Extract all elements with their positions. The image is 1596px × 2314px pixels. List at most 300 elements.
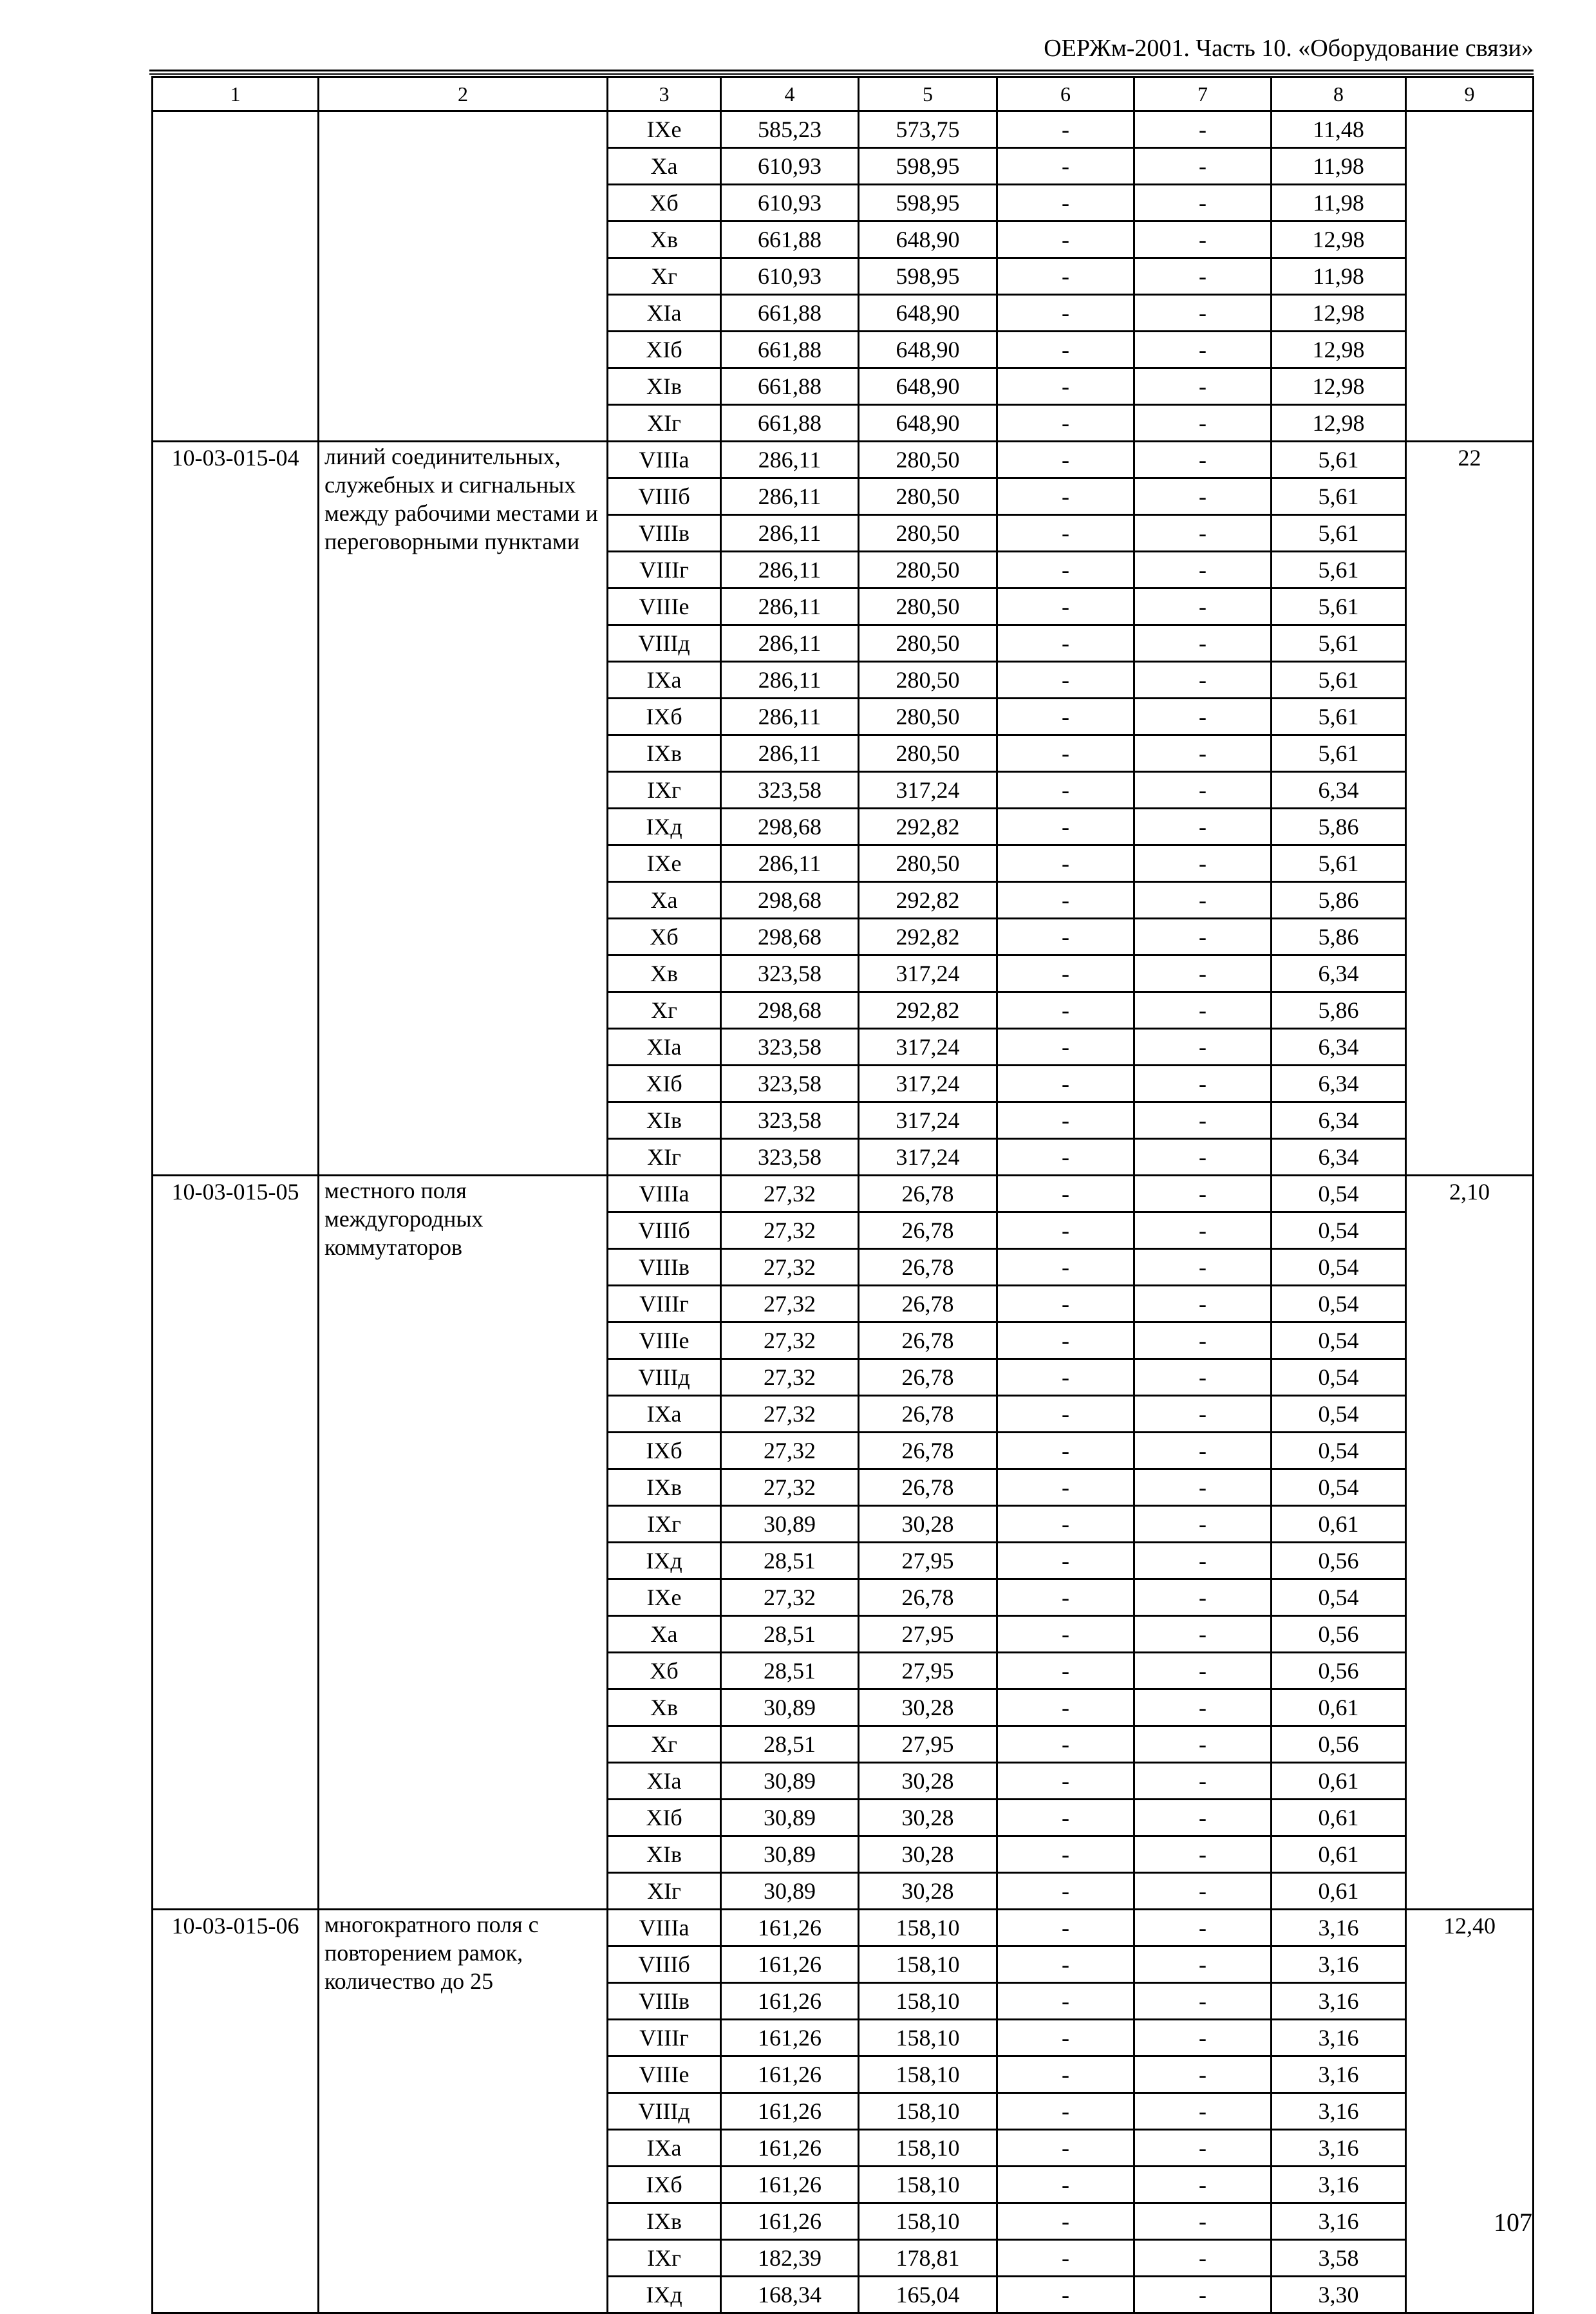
table-cell: 165,04: [859, 2277, 997, 2313]
table-cell: 573,75: [859, 111, 997, 148]
table-cell: Xв: [608, 221, 721, 258]
table-cell: 323,58: [721, 1139, 859, 1176]
table-cell: 585,23: [721, 111, 859, 148]
table-cell: 27,32: [721, 1286, 859, 1322]
table-cell: XIв: [608, 1836, 721, 1873]
table-cell: 11,98: [1272, 185, 1406, 221]
table-cell: 3,16: [1272, 2167, 1406, 2203]
table-cell: -: [1134, 1836, 1272, 1873]
table-cell: -: [1134, 258, 1272, 295]
table-cell: -: [997, 515, 1134, 552]
table-cell: 286,11: [721, 588, 859, 625]
table-cell: -: [997, 1102, 1134, 1139]
table-cell: -: [1134, 1139, 1272, 1176]
table-cell: XIб: [608, 1066, 721, 1102]
table-cell: -: [1134, 1066, 1272, 1102]
table-cell: Xa: [608, 1616, 721, 1653]
table-cell: 280,50: [859, 515, 997, 552]
table-cell: -: [997, 258, 1134, 295]
table-cell: 26,78: [859, 1286, 997, 1322]
table-cell: 161,26: [721, 2093, 859, 2130]
table-cell: 30,89: [721, 1800, 859, 1836]
rates-table: [151, 76, 1534, 2314]
table-cell: -: [997, 625, 1134, 662]
table-cell: -: [1134, 1579, 1272, 1616]
table-cell: 280,50: [859, 845, 997, 882]
table-cell: -: [997, 1469, 1134, 1506]
table-cell: -: [997, 1946, 1134, 1983]
table-cell: 27,95: [859, 1616, 997, 1653]
rate-code: [153, 111, 319, 442]
table-cell: VIIIб: [608, 1212, 721, 1249]
table-cell: 3,16: [1272, 2130, 1406, 2167]
table-cell: 27,32: [721, 1469, 859, 1506]
table-cell: 286,11: [721, 699, 859, 735]
table-cell: -: [1134, 699, 1272, 735]
table-cell: -: [1134, 919, 1272, 955]
table-cell: 323,58: [721, 1029, 859, 1066]
table-cell: -: [1134, 992, 1272, 1029]
table-cell: -: [1134, 1469, 1272, 1506]
table-cell: Xв: [608, 955, 721, 992]
table-cell: IXa: [608, 1396, 721, 1433]
table-cell: 3,16: [1272, 2020, 1406, 2056]
table-cell: -: [997, 1983, 1134, 2020]
table-cell: 0,54: [1272, 1212, 1406, 1249]
table-cell: IXд: [608, 2277, 721, 2313]
table-cell: 5,61: [1272, 442, 1406, 478]
table-cell: 3,58: [1272, 2240, 1406, 2277]
table-cell: -: [997, 809, 1134, 845]
table-cell: 0,54: [1272, 1396, 1406, 1433]
table-cell: XIг: [608, 1139, 721, 1176]
table-cell: VIIIa: [608, 1176, 721, 1212]
table-cell: -: [1134, 368, 1272, 405]
table-cell: 286,11: [721, 662, 859, 699]
table-cell: IXe: [608, 845, 721, 882]
table-cell: VIIIa: [608, 442, 721, 478]
table-cell: VIIIб: [608, 478, 721, 515]
table-cell: -: [1134, 662, 1272, 699]
table-cell: 317,24: [859, 1102, 997, 1139]
table-cell: 5,86: [1272, 809, 1406, 845]
table-cell: 27,95: [859, 1543, 997, 1579]
table-cell: -: [997, 442, 1134, 478]
table-cell: -: [997, 1616, 1134, 1653]
table-cell: 27,95: [859, 1726, 997, 1763]
table-cell: -: [1134, 2093, 1272, 2130]
table-cell: -: [997, 882, 1134, 919]
table-cell: 30,28: [859, 1800, 997, 1836]
table-cell: IXв: [608, 2203, 721, 2240]
table-cell: 0,54: [1272, 1322, 1406, 1359]
table-cell: VIIIд: [608, 1359, 721, 1396]
table-cell: -: [997, 1836, 1134, 1873]
table-cell: 598,95: [859, 185, 997, 221]
table-cell: IXг: [608, 1506, 721, 1543]
table-cell: XIa: [608, 1763, 721, 1800]
table-cell: 323,58: [721, 955, 859, 992]
table-cell: 280,50: [859, 478, 997, 515]
table-cell: XIa: [608, 1029, 721, 1066]
table-cell: Xг: [608, 992, 721, 1029]
col9-value: 12,40: [1406, 1910, 1534, 2313]
table-cell: -: [997, 1910, 1134, 1946]
table-cell: IXб: [608, 699, 721, 735]
table-cell: -: [997, 992, 1134, 1029]
table-cell: 286,11: [721, 625, 859, 662]
table-cell: 286,11: [721, 442, 859, 478]
table-cell: -: [997, 295, 1134, 332]
table-cell: -: [997, 405, 1134, 442]
table-row: [153, 1910, 1534, 1946]
table-cell: VIIIв: [608, 1249, 721, 1286]
table-cell: 286,11: [721, 478, 859, 515]
table-cell: 12,98: [1272, 295, 1406, 332]
table-cell: 158,10: [859, 1946, 997, 1983]
table-cell: -: [1134, 515, 1272, 552]
table-cell: IXб: [608, 2167, 721, 2203]
table-cell: -: [1134, 1506, 1272, 1543]
table-cell: -: [997, 919, 1134, 955]
table-cell: 27,32: [721, 1396, 859, 1433]
table-cell: -: [997, 588, 1134, 625]
table-cell: XIг: [608, 405, 721, 442]
table-cell: -: [1134, 1763, 1272, 1800]
table-cell: IXд: [608, 809, 721, 845]
table-cell: 27,32: [721, 1176, 859, 1212]
table-cell: -: [997, 699, 1134, 735]
table-cell: 158,10: [859, 2093, 997, 2130]
column-number: 9: [1406, 77, 1534, 111]
rate-code: 10-03-015-04: [153, 442, 319, 1176]
table-cell: 6,34: [1272, 772, 1406, 809]
table-cell: -: [1134, 332, 1272, 368]
table-cell: 661,88: [721, 332, 859, 368]
table-cell: -: [1134, 845, 1272, 882]
table-cell: 280,50: [859, 442, 997, 478]
table-cell: Xг: [608, 258, 721, 295]
table-cell: -: [997, 2056, 1134, 2093]
table-cell: 280,50: [859, 662, 997, 699]
table-cell: -: [997, 1873, 1134, 1910]
table-cell: 30,28: [859, 1836, 997, 1873]
table-cell: 30,28: [859, 1763, 997, 1800]
table-cell: 610,93: [721, 258, 859, 295]
table-cell: 30,28: [859, 1689, 997, 1726]
table-cell: 26,78: [859, 1212, 997, 1249]
table-cell: -: [997, 662, 1134, 699]
table-cell: 30,89: [721, 1506, 859, 1543]
table-cell: IXг: [608, 2240, 721, 2277]
table-cell: Xб: [608, 185, 721, 221]
table-cell: 280,50: [859, 552, 997, 588]
table-cell: 298,68: [721, 882, 859, 919]
table-cell: 27,32: [721, 1359, 859, 1396]
col9-value: [1406, 111, 1534, 442]
table-cell: 3,16: [1272, 1983, 1406, 2020]
column-number-row: [153, 77, 1534, 111]
table-cell: -: [1134, 405, 1272, 442]
table-cell: -: [1134, 2277, 1272, 2313]
table-cell: -: [997, 368, 1134, 405]
table-cell: 648,90: [859, 368, 997, 405]
table-cell: 158,10: [859, 2167, 997, 2203]
table-cell: IXe: [608, 111, 721, 148]
table-cell: -: [1134, 1689, 1272, 1726]
column-number: 2: [319, 77, 608, 111]
table-cell: -: [997, 1066, 1134, 1102]
table-cell: 661,88: [721, 295, 859, 332]
table-cell: 317,24: [859, 1139, 997, 1176]
table-cell: 3,16: [1272, 1946, 1406, 1983]
header-rule: [149, 70, 1534, 71]
table-cell: 661,88: [721, 405, 859, 442]
table-cell: 0,61: [1272, 1800, 1406, 1836]
table-cell: -: [997, 1396, 1134, 1433]
table-cell: IXд: [608, 1543, 721, 1579]
table-cell: Xг: [608, 1726, 721, 1763]
rate-code: 10-03-015-06: [153, 1910, 319, 2313]
col9-value: 22: [1406, 442, 1534, 1176]
table-cell: 158,10: [859, 1910, 997, 1946]
table-cell: -: [1134, 1800, 1272, 1836]
table-cell: -: [1134, 955, 1272, 992]
table-cell: -: [1134, 1543, 1272, 1579]
table-cell: IXe: [608, 1579, 721, 1616]
table-cell: -: [997, 1212, 1134, 1249]
table-cell: -: [1134, 1176, 1272, 1212]
column-number: 7: [1134, 77, 1272, 111]
rate-description: линий соединительных, служебных и сигнальных между рабочими местами и переговорными пунктами: [319, 442, 608, 1176]
table-cell: VIIIв: [608, 1983, 721, 2020]
table-cell: -: [997, 735, 1134, 772]
column-number: 8: [1272, 77, 1406, 111]
table-cell: 598,95: [859, 148, 997, 185]
table-cell: -: [997, 1029, 1134, 1066]
table-cell: -: [1134, 1286, 1272, 1322]
table-cell: -: [1134, 625, 1272, 662]
column-number: 6: [997, 77, 1134, 111]
table-cell: Xб: [608, 1653, 721, 1689]
table-cell: XIб: [608, 1800, 721, 1836]
table-cell: -: [1134, 1726, 1272, 1763]
rate-description: [319, 111, 608, 442]
table-cell: 27,32: [721, 1579, 859, 1616]
table-cell: -: [997, 1579, 1134, 1616]
table-cell: -: [997, 2093, 1134, 2130]
table-cell: -: [997, 1359, 1134, 1396]
page-number: 107: [1494, 2208, 1532, 2237]
table-cell: 27,32: [721, 1433, 859, 1469]
table-cell: -: [1134, 478, 1272, 515]
table-cell: 5,61: [1272, 735, 1406, 772]
table-cell: 5,61: [1272, 662, 1406, 699]
table-row: [153, 111, 1534, 148]
table-cell: 5,61: [1272, 552, 1406, 588]
table-cell: -: [997, 1763, 1134, 1800]
table-cell: -: [997, 185, 1134, 221]
table-cell: 3,16: [1272, 1910, 1406, 1946]
table-cell: 28,51: [721, 1726, 859, 1763]
table-cell: -: [1134, 1653, 1272, 1689]
table-cell: -: [997, 955, 1134, 992]
table-cell: 286,11: [721, 515, 859, 552]
table-cell: 30,89: [721, 1689, 859, 1726]
table-cell: VIIIe: [608, 2056, 721, 2093]
table-cell: 648,90: [859, 221, 997, 258]
table-cell: XIв: [608, 368, 721, 405]
table-cell: 5,61: [1272, 625, 1406, 662]
table-cell: 26,78: [859, 1469, 997, 1506]
table-cell: 0,54: [1272, 1286, 1406, 1322]
table-cell: 280,50: [859, 625, 997, 662]
table-cell: 161,26: [721, 2020, 859, 2056]
table-cell: 280,50: [859, 735, 997, 772]
table-cell: 5,61: [1272, 699, 1406, 735]
column-number: 4: [721, 77, 859, 111]
table-cell: IXa: [608, 2130, 721, 2167]
table-cell: -: [1134, 2056, 1272, 2093]
table-cell: 5,61: [1272, 588, 1406, 625]
table-cell: 5,61: [1272, 845, 1406, 882]
table-cell: 6,34: [1272, 1139, 1406, 1176]
table-cell: -: [997, 1139, 1134, 1176]
table-cell: 0,56: [1272, 1543, 1406, 1579]
table-cell: 661,88: [721, 368, 859, 405]
table-cell: 292,82: [859, 882, 997, 919]
table-cell: XIг: [608, 1873, 721, 1910]
table-cell: 3,30: [1272, 2277, 1406, 2313]
column-number: 3: [608, 77, 721, 111]
table-cell: 0,54: [1272, 1579, 1406, 1616]
table-cell: 610,93: [721, 148, 859, 185]
table-cell: Xa: [608, 882, 721, 919]
table-cell: 161,26: [721, 2130, 859, 2167]
table-cell: -: [1134, 1249, 1272, 1286]
table-cell: -: [1134, 111, 1272, 148]
table-cell: IXв: [608, 735, 721, 772]
table-cell: -: [1134, 2167, 1272, 2203]
table-cell: 323,58: [721, 1102, 859, 1139]
table-cell: -: [997, 1689, 1134, 1726]
rate-description: местного поля междугородных коммутаторов: [319, 1176, 608, 1910]
table-cell: 0,54: [1272, 1469, 1406, 1506]
table-cell: 27,32: [721, 1322, 859, 1359]
table-cell: 0,54: [1272, 1433, 1406, 1469]
table-cell: 161,26: [721, 1983, 859, 2020]
table-cell: IXб: [608, 1433, 721, 1469]
table-cell: VIIIг: [608, 552, 721, 588]
table-cell: 0,61: [1272, 1873, 1406, 1910]
table-cell: 168,34: [721, 2277, 859, 2313]
table-cell: 26,78: [859, 1249, 997, 1286]
table-cell: 0,54: [1272, 1359, 1406, 1396]
table-cell: XIa: [608, 295, 721, 332]
table-cell: -: [1134, 295, 1272, 332]
table-cell: 598,95: [859, 258, 997, 295]
col9-value: 2,10: [1406, 1176, 1534, 1910]
table-cell: -: [1134, 1359, 1272, 1396]
table-cell: -: [997, 2203, 1134, 2240]
table-cell: -: [997, 1653, 1134, 1689]
table-row: [153, 442, 1534, 478]
table-cell: 5,86: [1272, 992, 1406, 1029]
table-cell: -: [997, 221, 1134, 258]
table-cell: 161,26: [721, 1946, 859, 1983]
table-cell: 298,68: [721, 809, 859, 845]
table-cell: 286,11: [721, 845, 859, 882]
table-cell: 0,56: [1272, 1653, 1406, 1689]
table-cell: VIIIд: [608, 625, 721, 662]
table-cell: 317,24: [859, 955, 997, 992]
table-cell: 161,26: [721, 1910, 859, 1946]
table-cell: Xб: [608, 919, 721, 955]
table-cell: VIIIa: [608, 1910, 721, 1946]
table-cell: 11,48: [1272, 111, 1406, 148]
table-cell: -: [997, 332, 1134, 368]
table-cell: 0,61: [1272, 1506, 1406, 1543]
table-cell: -: [997, 2020, 1134, 2056]
table-cell: 0,56: [1272, 1726, 1406, 1763]
table-cell: 28,51: [721, 1653, 859, 1689]
table-cell: -: [1134, 1873, 1272, 1910]
table-cell: -: [997, 1543, 1134, 1579]
table-cell: 298,68: [721, 919, 859, 955]
table-cell: 30,89: [721, 1763, 859, 1800]
table-cell: -: [997, 552, 1134, 588]
table-cell: -: [1134, 148, 1272, 185]
table-cell: 298,68: [721, 992, 859, 1029]
table-cell: VIIIв: [608, 515, 721, 552]
table-cell: 323,58: [721, 772, 859, 809]
table-cell: 11,98: [1272, 148, 1406, 185]
table-cell: 3,16: [1272, 2056, 1406, 2093]
table-cell: 30,89: [721, 1836, 859, 1873]
table-cell: -: [1134, 185, 1272, 221]
table-cell: 161,26: [721, 2167, 859, 2203]
running-header: ОЕРЖм-2001. Часть 10. «Оборудование связи»: [1044, 35, 1534, 62]
table-cell: 0,56: [1272, 1616, 1406, 1653]
table-cell: -: [1134, 1322, 1272, 1359]
table-cell: 648,90: [859, 405, 997, 442]
table-cell: -: [997, 111, 1134, 148]
table-cell: VIIIг: [608, 2020, 721, 2056]
table-cell: 27,32: [721, 1212, 859, 1249]
table-cell: VIIIe: [608, 1322, 721, 1359]
table-cell: 292,82: [859, 919, 997, 955]
table-cell: -: [997, 772, 1134, 809]
table-cell: 26,78: [859, 1433, 997, 1469]
table-cell: -: [1134, 2240, 1272, 2277]
table-cell: 661,88: [721, 221, 859, 258]
table-cell: 12,98: [1272, 405, 1406, 442]
table-cell: -: [1134, 809, 1272, 845]
table-cell: 30,28: [859, 1506, 997, 1543]
table-cell: 648,90: [859, 295, 997, 332]
table-cell: 317,24: [859, 1066, 997, 1102]
table-cell: 26,78: [859, 1322, 997, 1359]
table-cell: 6,34: [1272, 955, 1406, 992]
table-cell: 158,10: [859, 2020, 997, 2056]
table-cell: 5,61: [1272, 478, 1406, 515]
table-cell: IXa: [608, 662, 721, 699]
table-cell: VIIIe: [608, 588, 721, 625]
table-cell: Xa: [608, 148, 721, 185]
table-cell: 0,54: [1272, 1249, 1406, 1286]
table-cell: -: [1134, 2203, 1272, 2240]
table-cell: 26,78: [859, 1359, 997, 1396]
